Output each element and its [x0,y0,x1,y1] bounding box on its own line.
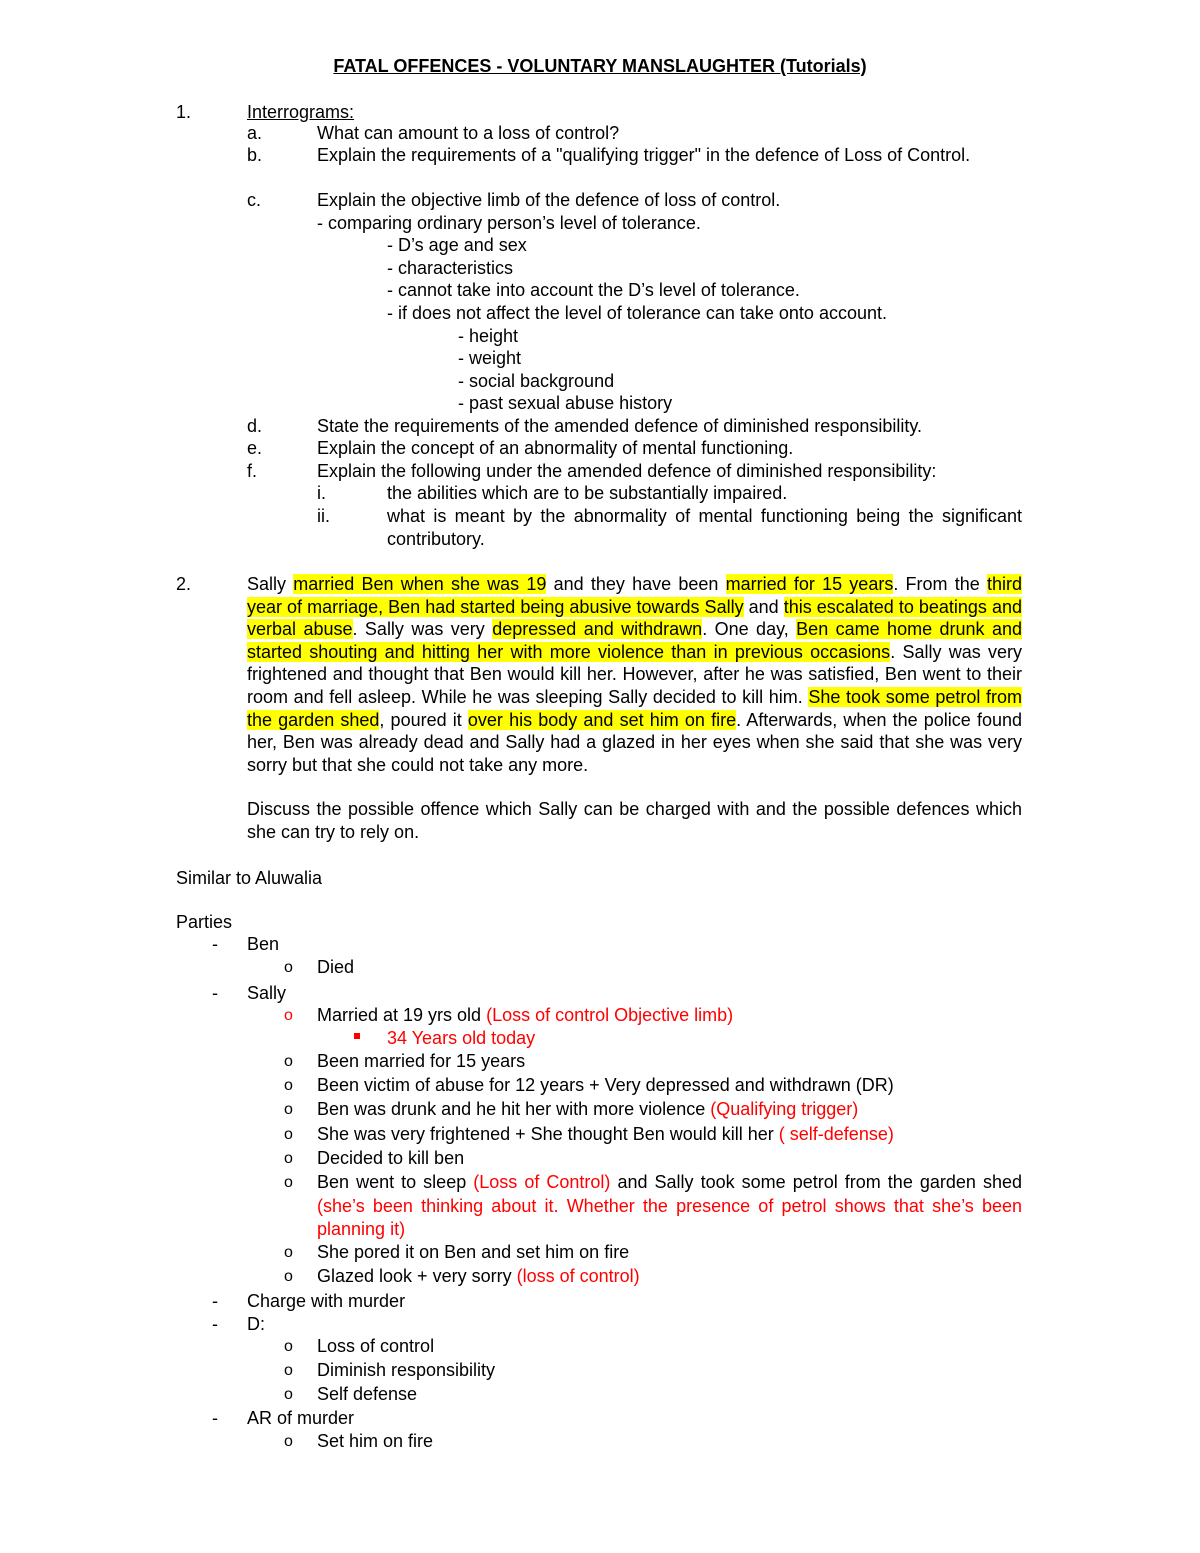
circle-bullet: o [284,1433,293,1450]
party-sally: Sally [247,983,287,1003]
item-d-text: State the requirements of the amended defence of diminished responsibility. [317,416,923,436]
circle-bullet: o [284,1244,293,1261]
circle-bullet: o [284,1101,293,1118]
item-c-sub-1: - comparing ordinary person’s level of tolerance. [317,213,701,233]
defence-3: Self defense [317,1384,418,1404]
item-c-sub-3: - characteristics [387,258,514,278]
item-d-marker: d. [247,416,263,436]
item-f-text: Explain the following under the amended defence of diminished responsibility: [317,461,937,481]
item-f-marker: f. [247,461,258,481]
item-c-text: Explain the objective limb of the defence of loss of control. [317,190,781,210]
circle-bullet: o [284,1150,293,1167]
square-bullet-icon [354,1033,360,1039]
circle-bullet: o [284,1362,293,1379]
highlight-4: this escalated to beatings and verbal abuse [247,596,1022,640]
charge-line: Charge with murder [247,1291,406,1311]
dash-bullet: - [212,983,218,1003]
highlight-1: married Ben when she was 19 [293,574,547,594]
sally-fact-3: Been victim of abuse for 12 years + Very depressed and withdrawn (DR) [317,1075,894,1095]
sally-fact-1-sub: 34 Years old today [387,1028,536,1048]
similar-case-note: Similar to Aluwalia [176,868,323,888]
item-c-sub-8: - social background [458,371,615,391]
sally-fact-6: Decided to kill ben [317,1148,465,1168]
item-a-marker: a. [247,123,263,143]
dash-bullet: - [212,1314,218,1334]
question-2-discuss: Discuss the possible offence which Sally can be charged with and the possible defences which she can try to rely on. [247,799,1022,842]
parties-heading: Parties [176,912,233,932]
ar-item-1: Set him on fire [317,1431,434,1451]
circle-bullet: o [284,1174,293,1191]
sally-fact-9: Glazed look + very sorry (loss of control) [317,1266,640,1286]
sally-fact-5: She was very frightened + She thought Ben would kill her ( self-defense) [317,1124,894,1144]
item-e-marker: e. [247,438,263,458]
circle-bullet-red: o [284,1007,293,1024]
highlight-7: She took some petrol from the garden shed [247,686,1022,730]
highlight-6: Ben came home drunk and started shouting and hitting her with more violence than in previous occasions [247,619,1022,662]
circle-bullet: o [284,1386,293,1403]
item-b-text: Explain the requirements of a "qualifying trigger" in the defence of Loss of Control. [317,145,971,165]
circle-bullet: o [284,959,293,976]
ar-heading: AR of murder [247,1408,355,1428]
item-c-sub-2: - D’s age and sex [387,235,527,255]
circle-bullet: o [284,1338,293,1355]
item-f-i-text: the abilities which are to be substantially impaired. [387,483,788,503]
ben-died: Died [317,957,355,977]
highlight-8: over his body and set him on fire [467,709,737,730]
sally-fact-2: Been married for 15 years [317,1051,526,1071]
circle-bullet: o [284,1268,293,1285]
dash-bullet: - [212,1408,218,1428]
question-2-number: 2. [176,574,192,594]
question-1-heading: Interrograms: [247,102,355,122]
highlight-3: third year of marriage, Ben had started being abusive towards Sally [247,574,1022,617]
item-c-sub-6: - height [458,326,519,346]
sally-fact-8: She pored it on Ben and set him on fire [317,1242,630,1262]
item-c-marker: c. [247,190,262,210]
item-c-sub-9: - past sexual abuse history [458,393,673,413]
dash-bullet: - [212,1291,218,1311]
party-ben: Ben [247,934,280,954]
defence-1: Loss of control [317,1336,435,1356]
item-e-text: Explain the concept of an abnormality of mental functioning. [317,438,794,458]
item-f-ii-marker: ii. [317,506,330,526]
item-f-ii-text: what is meant by the abnormality of mental functioning being the significant contributory. [387,506,1022,549]
sally-fact-7: Ben went to sleep (Loss of Control) and Sally took some petrol from the garden shed (she’s been thinking about it. Whether the presence of petrol shows that she’s been planning it) [317,1172,1022,1239]
highlight-5: depressed and withdrawn [492,619,703,640]
item-c-sub-4: - cannot take into account the D’s level of tolerance. [387,280,800,300]
defences-heading: D: [247,1314,265,1334]
question-1-number: 1. [176,102,192,122]
sally-fact-1: Married at 19 yrs old (Loss of control Objective limb) [317,1005,734,1025]
item-b-marker: b. [247,145,263,165]
question-2-scenario: Sally married Ben when she was 19 and they have been married for 15 years. From the third year of marriage, Ben had started being abusive towards Sally and this escalated to beatings and verbal abuse. Sally was very depressed and withdrawn. One day, Ben came home drunk and started shouting and hitting her with more violence than in previous occasions. Sally was very frightened and thought that Ben would kill her. However, after he was satisfied, Ben went to their room and fell asleep. While he was sleeping Sally decided to kill him. She took some petrol from the garden shed, poured it over his body and set him on fire. Afterwards, when the police found her, Ben was already dead and Sally had a glazed in her eyes when she said that she was very sorry but that she could not take any more. [247,574,1023,775]
document-title: FATAL OFFENCES - VOLUNTARY MANSLAUGHTER (Tutorials) [333,56,867,76]
circle-bullet: o [284,1126,293,1143]
highlight-2: married for 15 years [725,574,894,594]
circle-bullet: o [284,1053,293,1070]
item-c-sub-7: - weight [458,348,522,368]
item-c-sub-5: - if does not affect the level of tolerance can take onto account. [387,303,887,323]
sally-fact-4: Ben was drunk and he hit her with more violence (Qualifying trigger) [317,1099,859,1119]
dash-bullet: - [212,934,218,954]
item-f-i-marker: i. [317,483,326,503]
circle-bullet: o [284,1077,293,1094]
item-a-text: What can amount to a loss of control? [317,123,620,143]
defence-2: Diminish responsibility [317,1360,496,1380]
